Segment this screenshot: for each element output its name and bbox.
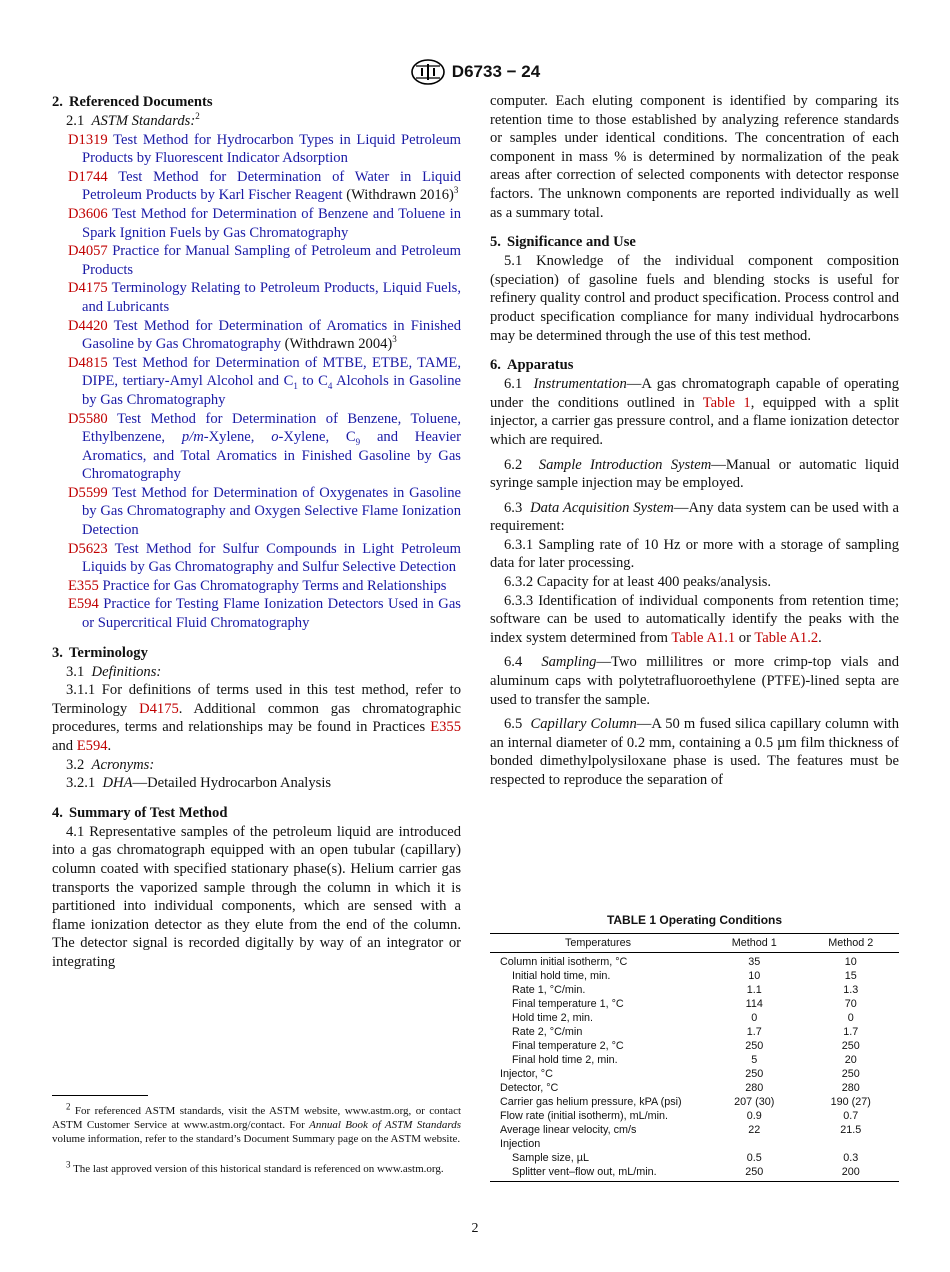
reference-item[interactable]: E594 Practice for Testing Flame Ionization Detectors Used in Gas or Supercritical Fluid Chromatography: [68, 596, 461, 632]
reference-item[interactable]: D4815 Test Method for Determination of MTBE, ETBE, TAME, DIPE, tertiary-Amyl Alcohol and $C_1$ to $C_4$ Alcohols in Gasoline by Gas Chromatography: [68, 354, 461, 408]
document-number: D6733 − 24: [451, 62, 541, 81]
page-header: [0, 58, 950, 91]
paragraph: 6.1 Instrumentation—A gas chromatograph capable of operating under the conditions outlined in Table 1, equipped with a split injector, a carrier gas pressure control, and a flame ionization detector which are required.: [490, 376, 899, 448]
table-cell: 0.9: [746, 1110, 762, 1122]
table-row: [490, 953, 899, 970]
table-cell: Injection: [500, 1138, 541, 1150]
table-cell: 22: [748, 1124, 761, 1136]
reference-item[interactable]: D3606 Test Method for Determination of Benzene and Toluene in Spark Ignition Fuels by Gas Chromatography: [68, 205, 461, 241]
table-title: TABLE 1 Operating Conditions: [606, 913, 783, 927]
link-table-a1-2[interactable]: Table A1.2: [754, 629, 819, 646]
paragraph: 3.2.1 DHA—Detailed Hydrocarbon Analysis: [66, 775, 332, 792]
paragraph: 6.5 Capillary Column—A 50 m fused silica capillary column with an internal diameter of 0.2 mm, containing a 0.5 µm film thickness of bonded dimethylpolysiloxane phase is used. The features must be respected to reproduce the separation of: [490, 716, 900, 788]
table-row: [490, 997, 899, 1011]
table-row: [490, 1039, 899, 1053]
table-cell: Hold time 2, min.: [512, 1012, 594, 1024]
section-heading: 6. Apparatus: [490, 357, 574, 374]
table-header-row: [490, 934, 899, 953]
table-cell: 10: [844, 956, 857, 968]
table-row: [490, 1123, 899, 1137]
table-cell: Injector, °C: [500, 1068, 553, 1080]
table-cell: 35: [748, 956, 761, 968]
paragraph: 2.1 ASTM Standards:$^2$: [66, 111, 200, 129]
section-heading: 4. Summary of Test Method: [52, 804, 228, 821]
astm-logo-icon: [410, 58, 446, 86]
table-cell: Average linear velocity, cm/s: [500, 1124, 637, 1136]
left-column: [52, 92, 461, 972]
table-cell: 0: [751, 1012, 758, 1024]
page-number: 2: [471, 1221, 479, 1236]
right-column: [490, 92, 899, 790]
reference-item[interactable]: E355 Practice for Gas Chromatography Terms and Relationships: [68, 577, 447, 594]
table-row: [490, 983, 899, 997]
table-cell: 114: [745, 998, 763, 1010]
table-cell: 15: [844, 970, 857, 982]
table-row: [490, 1011, 899, 1025]
table-row: [490, 1081, 899, 1095]
table-cell: Carrier gas helium pressure, kPA (psi): [500, 1096, 682, 1108]
table-cell: 190 (27): [830, 1096, 871, 1108]
table-cell: 1.7: [843, 1026, 859, 1038]
table-row: [490, 1053, 899, 1067]
table-cell: 0.5: [746, 1152, 762, 1164]
table-cell: Final temperature 2, °C: [512, 1040, 624, 1052]
paragraph: 4.1 Representative samples of the petroleum liquid are introduced into a gas chromatograph equipped with an open tubular (capillary) column coated with specified stationary phase(s). Helium carrier gas transports the vaporized sample through the column in which it is partitioned into individual components, which are sensed with a flame ionization detector as they elute from the end of the column. The detector signal is recorded digitally by way of an integrator or integrating: [52, 823, 461, 970]
reference-item[interactable]: D5623 Test Method for Sulfur Compounds in Light Petroleum Liquids by Gas Chromatography and Sulfur Selective Detection: [68, 540, 462, 576]
operating-conditions-table: [490, 913, 899, 1182]
table-header-cell: Method 2: [803, 934, 900, 953]
paragraph: 6.3 Data Acquisition System—Any data system can be used with a requirement:: [490, 499, 900, 535]
reference-item[interactable]: D5580 Test Method for Determination of Benzene, Toluene, Ethylbenzene, p/m-Xylene, o-Xylene, $C_9$ and Heavier Aromatics, and Total Aromatics in Finished Gasoline by Gas Chromatography: [68, 410, 461, 483]
link-e355[interactable]: E355: [430, 719, 461, 736]
table-cell: Rate 2, °C/min: [512, 1026, 583, 1038]
paragraph: computer. Each eluting component is identified by comparing its retention time to those established by analyzing reference standards or samples under identical conditions. The concentration of each component in mass % is determined by normalization of the peak areas after correction of selected components with detector response factors. The unknown components are reported individually as well as a summary total.: [490, 93, 899, 221]
table-cell: 280: [745, 1082, 764, 1094]
table-cell: Splitter vent–flow out, mL/min.: [490, 1165, 706, 1182]
table-cell: 250: [841, 1040, 860, 1052]
reference-item[interactable]: D4175 Terminology Relating to Petroleum Products, Liquid Fuels, and Lubricants: [68, 280, 462, 315]
table-cell: Detector, °C: [500, 1082, 559, 1094]
table-cell: 0.3: [843, 1152, 859, 1164]
paragraph: 5.1 Knowledge of the individual component composition (speciation) of gasoline fuels and blending stocks is useful for refinery quality control and product specification. Process control and product specification compliance for many individual hydrocarbons may be determined through the use of this test method.: [490, 253, 899, 344]
table-row: [490, 969, 899, 983]
table-row: [490, 1165, 899, 1182]
link-e594[interactable]: E594: [76, 738, 108, 754]
section-heading: 3. Terminology: [52, 644, 148, 661]
reference-list: [52, 131, 461, 633]
table-cell: 250: [706, 1165, 803, 1182]
table-cell: Final temperature 1, °C: [512, 998, 624, 1010]
table-cell: 250: [745, 1068, 764, 1080]
table-cell: 280: [841, 1082, 860, 1094]
table-cell: 207 (30): [734, 1096, 775, 1108]
section-heading: 2. Referenced Documents: [52, 94, 213, 110]
table-cell: 200: [803, 1165, 900, 1182]
table-cell: Sample size, µL: [512, 1152, 590, 1164]
table-cell: [803, 1137, 900, 1151]
table-cell: 1.3: [843, 984, 859, 996]
paragraph: 6.3.2 Capacity for at least 400 peaks/analysis.: [504, 574, 772, 591]
paragraph: 3.1.1 For definitions of terms used in this test method, refer to Terminology D4175. Additional common gas chromatographic procedures, terms and relationships may be found in Practices E355 and E594.: [52, 682, 461, 754]
paragraph: 6.3.3 Identification of individual components from retention time; software can be used to automatically identify the peaks with the index system determined from Table A1.1 or Table A1.2.: [490, 592, 899, 646]
table-cell: 10: [748, 970, 761, 982]
table-cell: 20: [844, 1054, 857, 1066]
table-cell: 21.5: [840, 1124, 862, 1136]
table-row: [490, 1137, 899, 1151]
footnote-rule: [52, 1095, 148, 1096]
paragraph: 6.4 Sampling—Two millilitres or more crimp-top vials and aluminum caps with polytetrafluoroethylene (PTFE)-lined septa are used to transfer the sample.: [490, 654, 900, 708]
table-cell: 250: [745, 1040, 764, 1052]
table-cell: Flow rate (initial isotherm), mL/min.: [500, 1110, 668, 1122]
table-header-cell: Method 1: [706, 934, 803, 953]
reference-item[interactable]: D1319 Test Method for Hydrocarbon Types in Liquid Petroleum Products by Fluorescent Indicator Adsorption: [68, 131, 461, 167]
table-row: [490, 1025, 899, 1039]
footnote-2: $^2$ For referenced ASTM standards, visit the ASTM website, www.astm.org, or contact ASTM Customer Service at www.astm.org/contact. For Annual Book of ASTM Standards volume information, refer to the standard’s Document Summary page on the ASTM website.: [52, 1101, 462, 1145]
table-cell: 1.7: [746, 1026, 762, 1038]
table-cell: 0.7: [843, 1110, 859, 1122]
table-cell: [706, 1137, 803, 1151]
table-cell: 1.1: [746, 984, 762, 996]
table-cell: Initial hold time, min.: [512, 970, 611, 982]
table-cell: 70: [844, 998, 857, 1010]
reference-item[interactable]: D4057 Practice for Manual Sampling of Petroleum and Petroleum Products: [68, 243, 461, 278]
table-row: [490, 1067, 899, 1081]
paragraph: 3.1 Definitions:: [66, 663, 162, 680]
reference-item[interactable]: D4420 Test Method for Determination of Aromatics in Finished Gasoline by Gas Chromatography (Withdrawn 2004)$^3$: [68, 317, 461, 353]
table-row: [490, 1095, 899, 1109]
table-cell: Final hold time 2, min.: [512, 1054, 618, 1066]
table-row: [490, 1109, 899, 1123]
footnote-3: $^3$ The last approved version of this historical standard is referenced on www.astm.org.: [66, 1159, 444, 1175]
table-cell: Column initial isotherm, °C: [500, 956, 628, 968]
link-d4175[interactable]: D4175: [139, 700, 179, 717]
paragraph: 6.3.1 Sampling rate of 10 Hz or more with a storage of sampling data for later processing.: [490, 536, 899, 572]
table-header-cell: Temperatures: [490, 934, 706, 953]
link-table-1[interactable]: Table 1: [702, 394, 751, 411]
table-cell: 250: [841, 1068, 860, 1080]
paragraph: 6.2 Sample Introduction System—Manual or automatic liquid syringe sample injection may be employed.: [490, 456, 899, 492]
section-heading: 5. Significance and Use: [490, 234, 636, 251]
link-table-a1-1[interactable]: Table A1.1: [671, 629, 736, 646]
paragraph: 3.2 Acronyms:: [66, 756, 155, 773]
table-cell: Rate 1, °C/min.: [512, 984, 586, 996]
reference-item[interactable]: D5599 Test Method for Determination of Oxygenates in Gasoline by Gas Chromatography and Oxygen Selective Flame Ionization Detection: [68, 484, 461, 539]
table-cell: 5: [751, 1054, 758, 1066]
table-row: [490, 1151, 899, 1165]
table-cell: 0: [847, 1012, 854, 1024]
reference-item[interactable]: D1744 Test Method for Determination of Water in Liquid Petroleum Products by Karl Fischer Reagent (Withdrawn 2016)$^3$: [68, 168, 461, 204]
